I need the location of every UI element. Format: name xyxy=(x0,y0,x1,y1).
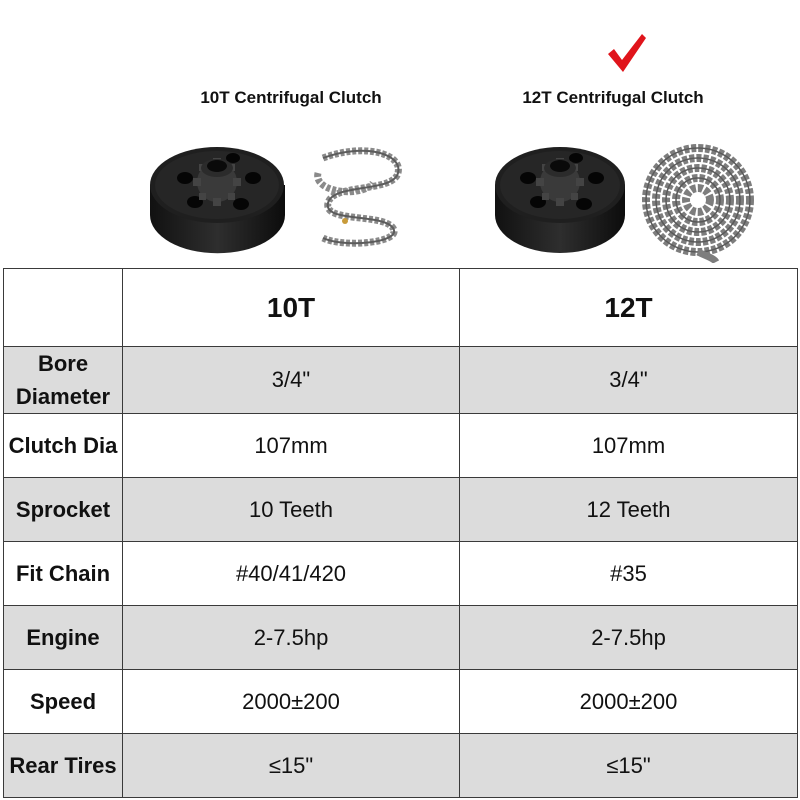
cell-10t: 3/4" xyxy=(123,347,460,414)
row-label: Rear Tires xyxy=(4,734,123,798)
chain-35-image xyxy=(303,143,413,253)
cell-10t: #40/41/420 xyxy=(123,542,460,606)
cell-12t: 3/4" xyxy=(460,347,798,414)
cell-12t: 2000±200 xyxy=(460,670,798,734)
table-row xyxy=(4,606,798,670)
table-row xyxy=(4,542,798,606)
table-row xyxy=(4,414,798,478)
header-12t: 12T xyxy=(460,269,798,347)
cell-12t: 12 Teeth xyxy=(460,478,798,542)
cell-12t: #35 xyxy=(460,542,798,606)
header-10t: 10T xyxy=(123,269,460,347)
row-label: Bore Diameter xyxy=(4,347,123,414)
cell-10t: 2-7.5hp xyxy=(123,606,460,670)
cell-10t: 10 Teeth xyxy=(123,478,460,542)
clutch-10t-image xyxy=(145,140,290,255)
cell-10t: ≤15" xyxy=(123,734,460,798)
row-label: Fit Chain xyxy=(4,542,123,606)
checkmark-icon xyxy=(604,30,648,74)
table-row xyxy=(4,478,798,542)
table-header-row xyxy=(4,269,798,347)
cell-10t: 2000±200 xyxy=(123,670,460,734)
comparison-table xyxy=(3,268,798,798)
cell-10t: 107mm xyxy=(123,414,460,478)
cell-12t: ≤15" xyxy=(460,734,798,798)
product-header xyxy=(0,0,800,268)
row-label: Sprocket xyxy=(4,478,123,542)
table-row xyxy=(4,347,798,414)
cell-12t: 107mm xyxy=(460,414,798,478)
cell-12t: 2-7.5hp xyxy=(460,606,798,670)
product-title-12t: 12T Centrifugal Clutch xyxy=(522,88,704,107)
clutch-12t-image xyxy=(490,140,630,255)
row-label: Engine xyxy=(4,606,123,670)
table-row xyxy=(4,734,798,798)
product-title-10t: 10T Centrifugal Clutch xyxy=(200,88,382,107)
row-label: Clutch Dia xyxy=(4,414,123,478)
row-label: Speed xyxy=(4,670,123,734)
chain-40-image xyxy=(636,138,761,263)
table-row xyxy=(4,670,798,734)
header-corner-cell xyxy=(4,269,123,347)
